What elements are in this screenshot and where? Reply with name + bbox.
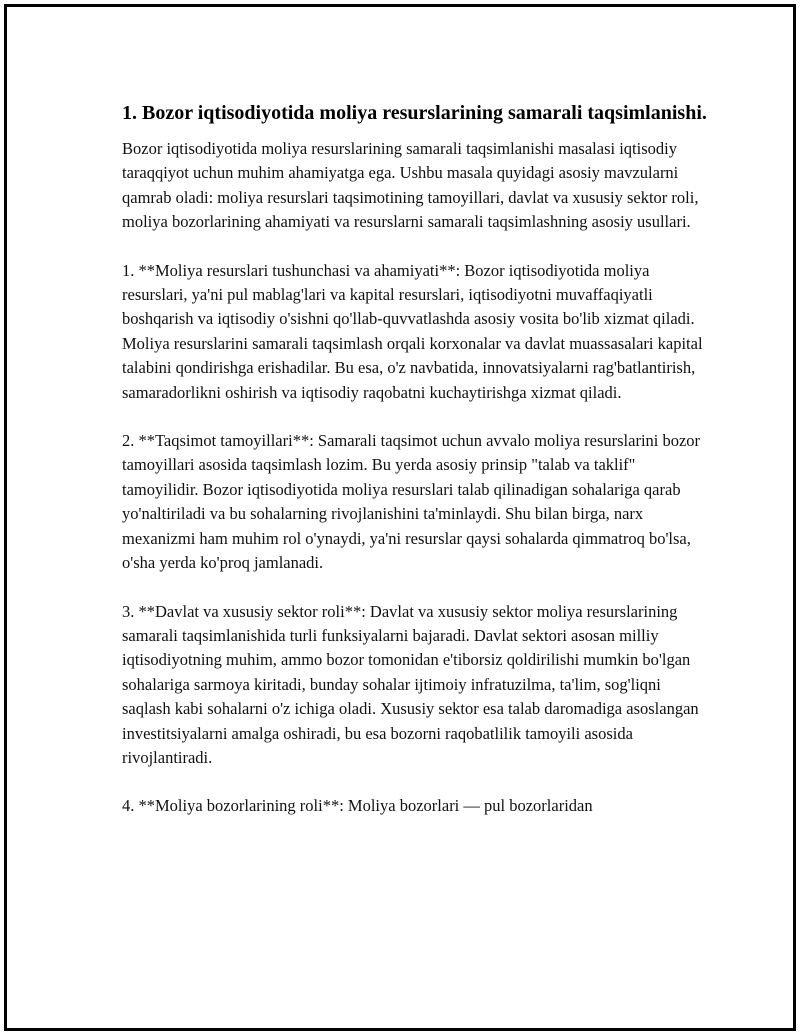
paragraph-1: 1. **Moliya resurslari tushunchasi va ahamiyati**: Bozor iqtisodiyotida moliya resurslari, ya'ni pul mablag'lari va kapital resurslari, iqtisodiyotni muvaffaqiyatli boshqarish va iqtisodiy o'sishni qo'llab-quvvatlashda asosiy vosita bo'lib xizmat qiladi. Moliya resurslarini samarali taqsimlash orqali korxonalar va davlat muassasalari kapital talabini qondirishga erishadilar. Bu esa, o'z navbatida, innovatsiyalarni rag'batlantirish, samaradorlikni oshirish va iqtisodiy raqobatni kuchaytirishga xizmat qiladi. <box>122 260 703 402</box>
paragraph-2: 2. **Taqsimot tamoyillari**: Samarali taqsimot uchun avvalo moliya resurslarini bozor tamoyillari asosida taqsimlash lozim. Bu yerda asosiy prinsip "talab va taklif" tamoyilidir. Bozor iqtisodiyotida moliya resurslari talab qilinadigan sohalariga qarab yo'naltiriladi va bu sohalarning rivojlanishini ta'minlaydi. Shu bilan birga, narx mexanizmi ham muhim rol o'ynaydi, ya'ni resurslar qaysi sohalarda qimmatroq bo'lsa, o'sha yerda ko'proq jamlanadi. <box>122 431 701 573</box>
paragraph-4: 4. **Moliya bozorlarining roli**: Moliya bozorlari — pul bozorlaridan <box>122 796 593 816</box>
page-frame <box>4 4 796 1031</box>
document-body <box>122 100 712 843</box>
document-heading: 1. Bozor iqtisodiyotida moliya resurslarining samarali taqsimlanishi. <box>122 102 707 124</box>
paragraph-3: 3. **Davlat va xususiy sektor roli**: Davlat va xususiy sektor moliya resurslarining samarali taqsimlanishida turli funksiyalarni bajaradi. Davlat sektori asosan milliy iqtisodiyotning muhim, ammo bozor tomonidan e'tiborsiz qoldirilishi mumkin bo'lgan sohalariga sarmoya kiritadi, bunday sohalar ijtimoiy infratuzilma, ta'lim, sog'liqni saqlash kabi sohalarni o'z ichiga oladi. Xususiy sektor esa talab daromadiga asoslangan investitsiyalarni amalga oshiradi, bu esa bozorni raqobatlilik tamoyili asosida rivojlantiradi. <box>122 601 699 767</box>
intro-paragraph: Bozor iqtisodiyotida moliya resurslarining samarali taqsimlanishi masalasi iqtisodiy taraqqiyot uchun muhim ahamiyatga ega. Ushbu masala quyidagi asosiy mavzularni qamrab oladi: moliya resurslari taqsimotining tamoyillari, davlat va xususiy sektor roli, moliya bozorlarining ahamiyati va resurslarni samarali taqsimlashning asosiy usullari. <box>122 139 699 232</box>
